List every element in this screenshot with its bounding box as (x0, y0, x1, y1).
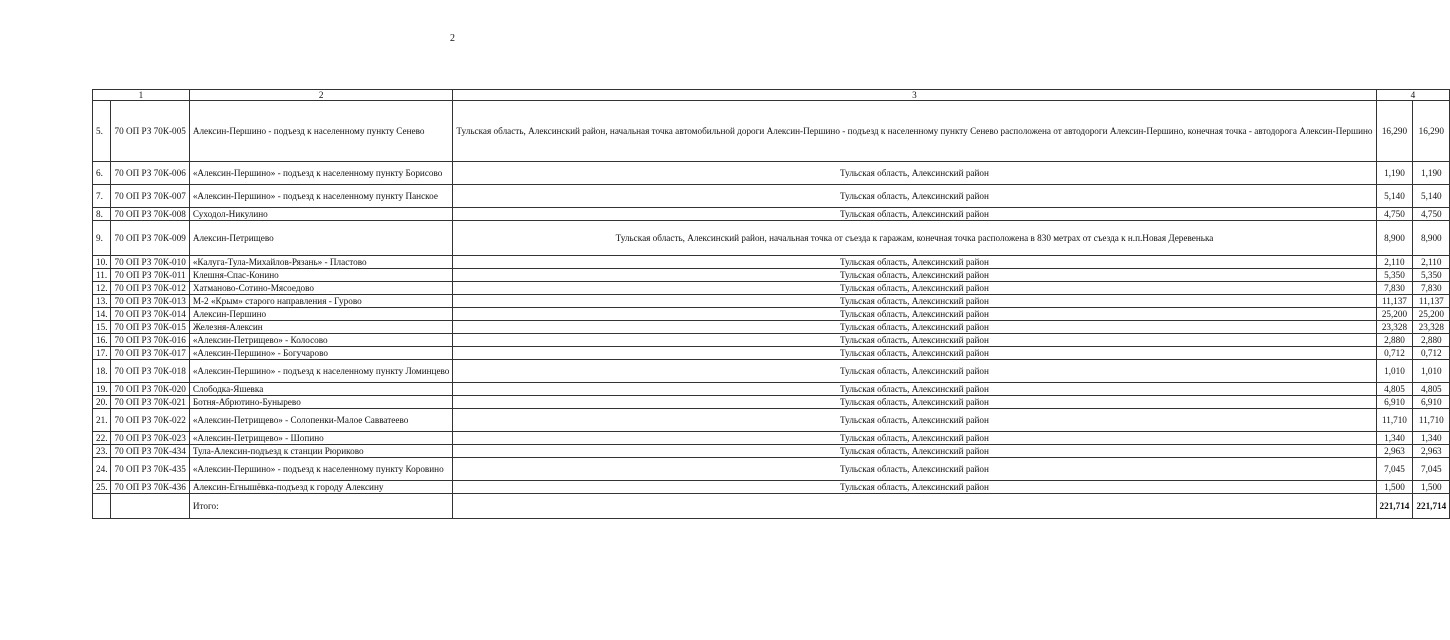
row-number: 13. (93, 295, 111, 308)
road-total-length: 23,328 (1413, 321, 1450, 334)
road-location: Тульская область, Алексинский район (453, 334, 1376, 347)
road-length: 1,500 (1376, 481, 1413, 494)
table-row (93, 101, 1450, 162)
road-code: 70 ОП РЗ 70К-021 (111, 396, 189, 409)
road-length: 1,340 (1376, 432, 1413, 445)
row-number: 15. (93, 321, 111, 334)
row-number: 14. (93, 308, 111, 321)
row-number: 8. (93, 208, 111, 221)
table-row (93, 383, 1450, 396)
road-total-length: 8,900 (1413, 221, 1450, 256)
table-row (93, 481, 1450, 494)
road-code: 70 ОП РЗ 70К-023 (111, 432, 189, 445)
road-code: 70 ОП РЗ 70К-020 (111, 383, 189, 396)
road-length: 4,805 (1376, 383, 1413, 396)
road-location: Тульская область, Алексинский район (453, 432, 1376, 445)
road-name: «Алексин-Першино» - подъезд к населенному пункту Панское (189, 185, 453, 208)
road-total-length: 16,290 (1413, 101, 1450, 162)
row-number: 7. (93, 185, 111, 208)
road-location: Тульская область, Алексинский район (453, 282, 1376, 295)
road-length: 5,350 (1376, 269, 1413, 282)
road-code: 70 ОП РЗ 70К-008 (111, 208, 189, 221)
row-number: 11. (93, 269, 111, 282)
row-number: 22. (93, 432, 111, 445)
road-length: 7,045 (1376, 458, 1413, 481)
table-row (93, 308, 1450, 321)
row-number: 12. (93, 282, 111, 295)
row-number: 19. (93, 383, 111, 396)
total-row (93, 494, 1450, 519)
road-total-length: 2,110 (1413, 256, 1450, 269)
road-length: 8,900 (1376, 221, 1413, 256)
road-total-length: 1,010 (1413, 360, 1450, 383)
road-total-length: 1,500 (1413, 481, 1450, 494)
table-row (93, 282, 1450, 295)
row-number: 18. (93, 360, 111, 383)
row-number: 20. (93, 396, 111, 409)
road-location: Тульская область, Алексинский район (453, 396, 1376, 409)
road-length: 4,750 (1376, 208, 1413, 221)
total-length: 221,714 (1376, 494, 1413, 519)
road-location: Тульская область, Алексинский район, начальная точка автомобильной дороги Алексин-Першино - подъезд к населенному пункту Сенево расположена от автодороги Алексин-Першино, конечная точка - автодорога Алексин-Першино (453, 101, 1376, 162)
road-location: Тульская область, Алексинский район (453, 269, 1376, 282)
road-length: 5,140 (1376, 185, 1413, 208)
road-total-length: 11,710 (1413, 409, 1450, 432)
road-location: Тульская область, Алексинский район (453, 383, 1376, 396)
table-row (93, 162, 1450, 185)
road-name: Слободка-Яшевка (189, 383, 453, 396)
row-number: 23. (93, 445, 111, 458)
road-length: 7,830 (1376, 282, 1413, 295)
table-row (93, 458, 1450, 481)
table-row (93, 185, 1450, 208)
road-code: 70 ОП РЗ 70К-022 (111, 409, 189, 432)
road-total-length: 5,140 (1413, 185, 1450, 208)
road-code: 70 ОП РЗ 70К-434 (111, 445, 189, 458)
road-location: Тульская область, Алексинский район (453, 481, 1376, 494)
road-name: Алексин-Егнышёвка-подъезд к городу Алексину (189, 481, 453, 494)
table-row (93, 360, 1450, 383)
total-empty-cell (93, 494, 111, 519)
page-number: 2 (450, 33, 455, 44)
road-code: 70 ОП РЗ 70К-007 (111, 185, 189, 208)
row-number: 16. (93, 334, 111, 347)
table-row (93, 445, 1450, 458)
road-name: Суходол-Никулино (189, 208, 453, 221)
road-location: Тульская область, Алексинский район (453, 409, 1376, 432)
road-location: Тульская область, Алексинский район (453, 360, 1376, 383)
road-location: Тульская область, Алексинский район (453, 256, 1376, 269)
road-length: 1,010 (1376, 360, 1413, 383)
header-col-1: 1 (93, 90, 190, 101)
table-row (93, 334, 1450, 347)
road-location: Тульская область, Алексинский район (453, 321, 1376, 334)
road-name: Клешня-Спас-Конино (189, 269, 453, 282)
total-total-length: 221,714 (1413, 494, 1450, 519)
row-number: 25. (93, 481, 111, 494)
row-number: 24. (93, 458, 111, 481)
road-code: 70 ОП РЗ 70К-018 (111, 360, 189, 383)
road-total-length: 1,340 (1413, 432, 1450, 445)
row-number: 6. (93, 162, 111, 185)
row-number: 17. (93, 347, 111, 360)
total-empty-cell (453, 494, 1376, 519)
header-col-4: 4 (1376, 90, 1450, 101)
road-length: 11,710 (1376, 409, 1413, 432)
table-row (93, 396, 1450, 409)
road-code: 70 ОП РЗ 70К-009 (111, 221, 189, 256)
table-row (93, 208, 1450, 221)
row-number: 9. (93, 221, 111, 256)
road-location: Тульская область, Алексинский район (453, 347, 1376, 360)
road-name: Хатманово-Сотино-Мясоедово (189, 282, 453, 295)
row-number: 5. (93, 101, 111, 162)
road-code: 70 ОП РЗ 70К-013 (111, 295, 189, 308)
road-total-length: 25,200 (1413, 308, 1450, 321)
road-location: Тульская область, Алексинский район (453, 185, 1376, 208)
road-length: 1,190 (1376, 162, 1413, 185)
table-row (93, 256, 1450, 269)
road-location: Тульская область, Алексинский район, начальная точка от съезда к гаражам, конечная точка расположена в 830 метрах от съезда к н.п.Новая Деревенька (453, 221, 1376, 256)
road-total-length: 6,910 (1413, 396, 1450, 409)
road-code: 70 ОП РЗ 70К-017 (111, 347, 189, 360)
road-total-length: 7,045 (1413, 458, 1450, 481)
header-col-2: 2 (189, 90, 453, 101)
road-location: Тульская область, Алексинский район (453, 308, 1376, 321)
header-col-3: 3 (453, 90, 1376, 101)
road-name: «Алексин-Першино» - подъезд к населенному пункту Борисово (189, 162, 453, 185)
table-row (93, 269, 1450, 282)
road-code: 70 ОП РЗ 70К-435 (111, 458, 189, 481)
road-name: «Алексин-Петрищево» - Колосово (189, 334, 453, 347)
road-total-length: 11,137 (1413, 295, 1450, 308)
table-row (93, 321, 1450, 334)
road-code: 70 ОП РЗ 70К-015 (111, 321, 189, 334)
road-location: Тульская область, Алексинский район (453, 445, 1376, 458)
road-name: Ботня-Абрютино-Буныревo (189, 396, 453, 409)
road-total-length: 7,830 (1413, 282, 1450, 295)
road-name: Железня-Алексин (189, 321, 453, 334)
road-name: Алексин-Петрищево (189, 221, 453, 256)
row-number: 10. (93, 256, 111, 269)
road-name: «Алексин-Петрищево» - Солопенки-Малое Савватеево (189, 409, 453, 432)
road-code: 70 ОП РЗ 70К-005 (111, 101, 189, 162)
road-length: 2,963 (1376, 445, 1413, 458)
road-length: 23,328 (1376, 321, 1413, 334)
road-length: 6,910 (1376, 396, 1413, 409)
road-code: 70 ОП РЗ 70К-016 (111, 334, 189, 347)
road-total-length: 0,712 (1413, 347, 1450, 360)
road-code: 70 ОП РЗ 70К-011 (111, 269, 189, 282)
total-label: Итого: (189, 494, 453, 519)
row-number: 21. (93, 409, 111, 432)
table-row (93, 347, 1450, 360)
road-name: «Алексин-Першино» - подъезд к населенному пункту Ломинцево (189, 360, 453, 383)
table-row (93, 409, 1450, 432)
table-row (93, 432, 1450, 445)
road-total-length: 1,190 (1413, 162, 1450, 185)
road-location: Тульская область, Алексинский район (453, 162, 1376, 185)
road-total-length: 5,350 (1413, 269, 1450, 282)
road-code: 70 ОП РЗ 70К-014 (111, 308, 189, 321)
road-name: Тула-Алексин-подъезд к станции Рюриково (189, 445, 453, 458)
roads-table-body (93, 90, 1450, 519)
road-total-length: 2,963 (1413, 445, 1450, 458)
road-location: Тульская область, Алексинский район (453, 295, 1376, 308)
total-empty-cell (111, 494, 189, 519)
table-header-row (93, 90, 1450, 101)
road-length: 16,290 (1376, 101, 1413, 162)
road-code: 70 ОП РЗ 70К-006 (111, 162, 189, 185)
road-name: Алексин-Першино - подъезд к населенному пункту Сенево (189, 101, 453, 162)
road-location: Тульская область, Алексинский район (453, 458, 1376, 481)
road-name: «Алексин-Першино» - Богучарово (189, 347, 453, 360)
road-name: М-2 «Крым» старого направления - Гурово (189, 295, 453, 308)
road-name: «Калуга-Тула-Михайлов-Рязань» - Пластово (189, 256, 453, 269)
road-total-length: 2,880 (1413, 334, 1450, 347)
road-length: 25,200 (1376, 308, 1413, 321)
road-total-length: 4,750 (1413, 208, 1450, 221)
road-name: «Алексин-Першино» - подъезд к населенному пункту Коровино (189, 458, 453, 481)
road-length: 2,110 (1376, 256, 1413, 269)
road-length: 11,137 (1376, 295, 1413, 308)
road-length: 0,712 (1376, 347, 1413, 360)
table-row (93, 295, 1450, 308)
road-code: 70 ОП РЗ 70К-010 (111, 256, 189, 269)
road-location: Тульская область, Алексинский район (453, 208, 1376, 221)
table-row (93, 221, 1450, 256)
road-total-length: 4,805 (1413, 383, 1450, 396)
road-code: 70 ОП РЗ 70К-436 (111, 481, 189, 494)
road-name: Алексин-Першино (189, 308, 453, 321)
road-name: «Алексин-Петрищево» - Шопино (189, 432, 453, 445)
road-length: 2,880 (1376, 334, 1413, 347)
roads-table (92, 89, 1450, 519)
road-code: 70 ОП РЗ 70К-012 (111, 282, 189, 295)
